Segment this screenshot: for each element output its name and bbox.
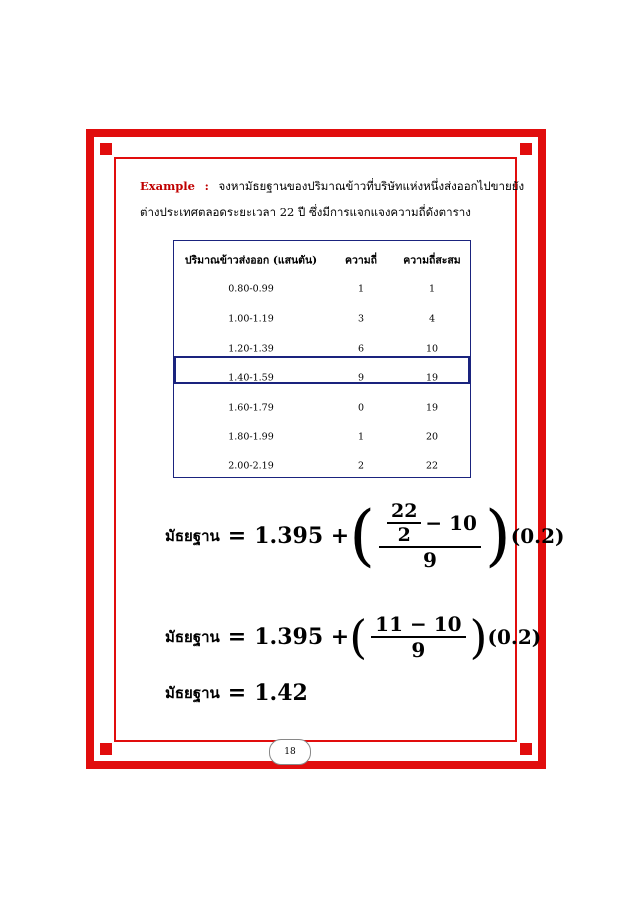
cell-frequency: 6	[357, 343, 365, 355]
median-class-highlight	[174, 356, 470, 384]
median-label: มัธยฐาน	[165, 527, 220, 545]
table-row	[174, 304, 470, 334]
corner-ornament-top-left	[86, 129, 120, 163]
cell-frequency: 0	[357, 402, 365, 414]
close-paren: )	[484, 497, 511, 574]
class-width-factor: (0.2)	[487, 625, 542, 649]
corner-ornament-bottom-left	[86, 735, 120, 769]
page-number: 18	[269, 739, 311, 765]
median-label: มัธยฐาน	[165, 628, 220, 646]
equals-sign: =	[227, 680, 247, 706]
example-line-1	[140, 178, 524, 196]
cell-interval: 1.80-1.99	[228, 431, 274, 443]
cell-cumulative: 20	[425, 431, 439, 443]
inner-fraction	[387, 500, 421, 546]
table-row	[174, 422, 470, 452]
table-row	[174, 451, 470, 481]
outer-fraction	[379, 500, 481, 572]
table-row	[174, 274, 470, 304]
cell-interval: 1.60-1.79	[228, 402, 274, 414]
numerator: 11 − 10	[375, 612, 462, 636]
table-header-row	[174, 245, 470, 275]
minus-term: − 10	[425, 511, 477, 535]
cell-cumulative: 19	[425, 372, 439, 384]
example-text-line2: ต่างประเทศตลอดระยะเวลา 22 ปี ซึ่งมีการแจกแจงความถี่ดังตาราง	[140, 205, 471, 219]
cell-interval: 1.40-1.59	[228, 372, 274, 384]
cell-frequency: 3	[357, 313, 365, 325]
fraction	[371, 612, 465, 662]
median-value: 1.42	[254, 680, 308, 706]
inner-numerator: 22	[390, 500, 418, 522]
cell-cumulative: 4	[428, 313, 436, 325]
cell-frequency: 9	[357, 372, 365, 384]
open-paren: (	[349, 497, 375, 574]
cell-interval: 1.20-1.39	[228, 343, 274, 355]
open-paren: (	[349, 610, 368, 664]
median-formula-2	[165, 612, 541, 662]
cell-cumulative: 22	[425, 460, 439, 472]
corner-ornament-bottom-right	[512, 735, 546, 769]
denominator: 9	[411, 638, 426, 662]
close-paren: )	[469, 610, 488, 664]
median-result	[165, 680, 308, 706]
formula-base: 1.395 +	[254, 523, 350, 549]
cell-cumulative: 19	[425, 402, 439, 414]
example-text-line1: จงหามัธยฐานของปริมาณข้าวที่บริษัทแห่งหนึ่งส่งออกไปขายยัง	[218, 179, 525, 193]
inner-denominator: 2	[397, 524, 411, 546]
class-width-factor: (0.2)	[510, 524, 565, 548]
header-cumulative-frequency: ความถี่สะสม	[403, 254, 461, 267]
cell-frequency: 2	[357, 460, 365, 472]
cell-interval: 2.00-2.19	[228, 460, 274, 472]
median-label: มัธยฐาน	[165, 684, 220, 702]
cell-cumulative: 1	[428, 283, 436, 295]
cell-cumulative: 10	[425, 343, 439, 355]
corner-ornament-top-right	[512, 129, 546, 163]
cell-interval: 0.80-0.99	[228, 283, 274, 295]
formula-base: 1.395 +	[254, 624, 350, 650]
example-separator: :	[204, 179, 209, 193]
equals-sign: =	[227, 624, 247, 650]
median-formula-1	[165, 497, 565, 574]
header-frequency: ความถี่	[344, 254, 378, 267]
cell-frequency: 1	[357, 431, 365, 443]
header-export-amount: ปริมาณข้าวส่งออก (แสนตัน)	[184, 254, 318, 267]
table-row	[174, 393, 470, 423]
example-label: Example	[140, 179, 195, 193]
cell-interval: 1.00-1.19	[228, 313, 274, 325]
equals-sign: =	[227, 523, 247, 549]
cell-frequency: 1	[357, 283, 365, 295]
outer-denominator: 9	[423, 548, 437, 572]
outer-numerator	[379, 500, 481, 546]
